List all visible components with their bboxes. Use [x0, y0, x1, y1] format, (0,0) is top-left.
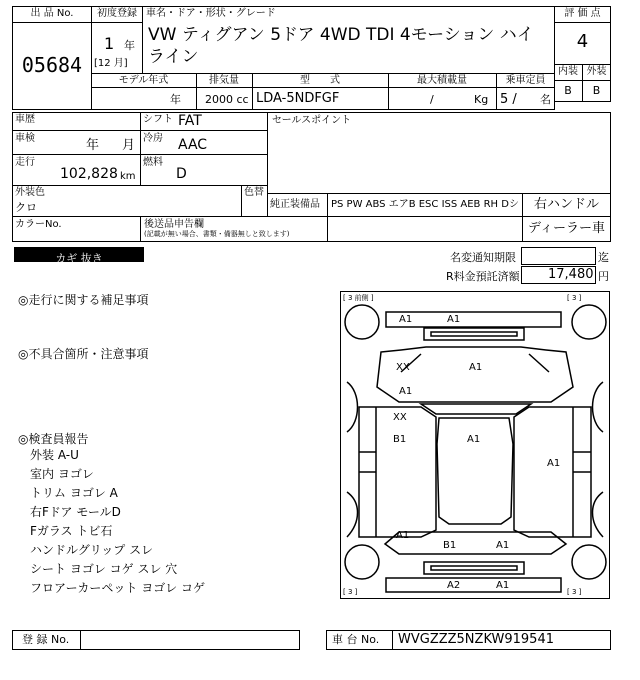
- recycle-unit: 円: [598, 270, 609, 283]
- mark-fender-l-xx: XX: [396, 362, 410, 373]
- defects-heading: ◎不具合箇所・注意事項: [18, 347, 149, 361]
- list-item: Fガラス トビ石: [30, 524, 113, 538]
- ac-value: AAC: [178, 137, 208, 153]
- driving-notes-heading: ◎走行に関する補足事項: [18, 293, 149, 307]
- mileage-label: 走行: [15, 157, 35, 168]
- list-item: 室内 ヨゴレ: [30, 467, 94, 481]
- equipment-value: PS PW ABS エアB ESC ISS AEB RH Dシ: [331, 199, 519, 210]
- capacity-value: 5 /: [500, 92, 517, 107]
- mark-door-l-b1: B1: [393, 434, 407, 445]
- steering-value: 右ハンドル: [533, 197, 599, 212]
- mark-rear-l: A1: [396, 530, 410, 541]
- color-change-label: 色替: [244, 187, 264, 198]
- interior-grade: B: [564, 84, 572, 97]
- mark-trunk-a1: A1: [496, 540, 510, 551]
- car-name-label: 車名・ドア・形状・グレード: [146, 8, 276, 19]
- corner-tr: [ 3 ]: [567, 294, 582, 302]
- mark-front-center: A1: [447, 314, 461, 325]
- windscreen: [421, 404, 531, 414]
- capacity-label: 乗車定員: [505, 75, 546, 86]
- history-label: 車歴: [15, 114, 35, 125]
- wheel-front-left: [345, 305, 379, 339]
- fuel-label: 燃料: [143, 157, 163, 168]
- mark-rear-a2: A2: [447, 580, 461, 591]
- mark-rear-a1: A1: [496, 580, 510, 591]
- inspector-heading: ◎検査員報告: [18, 432, 89, 446]
- inspector-report-list: [30, 446, 205, 598]
- postal-note: (記載が無い場合、書類・備器無しと致します): [144, 230, 290, 238]
- mark-door-l-xx: XX: [393, 412, 407, 423]
- exterior-color-label: 外装色: [15, 187, 45, 198]
- first-reg-year: 1: [104, 34, 115, 53]
- year-unit: 年: [124, 39, 135, 52]
- wheel-rear-right: [572, 545, 606, 579]
- mark-trunk-b1: B1: [443, 540, 457, 551]
- list-item: フロアーカーペット ヨゴレ コゲ: [30, 581, 206, 595]
- shift-value: FAT: [178, 113, 202, 129]
- rear-bumper: [386, 578, 561, 592]
- max-load-slash: /: [430, 93, 434, 106]
- mark-door-r: A1: [547, 458, 561, 469]
- car-name: VW ティグアン 5ドア 4WD TDI 4モーション ハイライン: [148, 25, 534, 67]
- first-reg-month: [12 月]: [94, 58, 128, 69]
- model-year-unit: 年: [170, 93, 181, 106]
- type-label: 型 式: [300, 75, 340, 86]
- recycle-amount: 17,480: [548, 267, 594, 282]
- list-item: シート ヨゴレ コゲ スレ 穴: [30, 562, 178, 576]
- ac-label: 冷房: [143, 133, 163, 144]
- lot-number: 05684: [21, 53, 83, 77]
- dealer-value: ディーラー車: [528, 221, 605, 236]
- inspection-month-unit: 月: [122, 138, 136, 153]
- mark-front-left: A1: [399, 314, 413, 325]
- shift-label: シフト: [143, 114, 173, 125]
- sales-point-label: セールスポイント: [272, 115, 352, 126]
- max-load-unit: Kg: [474, 93, 489, 106]
- chassis-label: 車 台 No.: [332, 633, 380, 646]
- first-reg-label: 初度登録: [97, 8, 137, 19]
- postal-label: 後送品申告欄: [144, 219, 204, 230]
- exterior-label: 外装: [586, 66, 607, 77]
- wheel-rear-left: [345, 545, 379, 579]
- interior-label: 内装: [558, 66, 578, 77]
- inspection-year-unit: 年: [86, 138, 100, 153]
- key-status-label: カギ 抜き: [55, 252, 103, 265]
- score-label: 評 価 点: [564, 8, 601, 19]
- corner-bl: [ 3 ]: [343, 588, 358, 596]
- inspection-label: 車検: [15, 133, 35, 144]
- list-item: トリム ヨゴレ A: [30, 486, 118, 500]
- trunk-outline: [385, 532, 566, 554]
- max-load-label: 最大積載量: [417, 75, 467, 86]
- list-item: 外装 A-U: [30, 448, 79, 462]
- car-diagram: [340, 291, 610, 599]
- key-status-badge: [14, 247, 144, 265]
- mark-hood: A1: [469, 362, 483, 373]
- front-bumper: [386, 312, 561, 327]
- capacity-unit: 名: [540, 93, 551, 106]
- model-year-label: モデル年式: [118, 75, 169, 86]
- lot-label: 出 品 No.: [30, 8, 74, 19]
- fuel-value: D: [176, 166, 187, 182]
- type-value: LDA-5NDFGF: [256, 91, 340, 106]
- registration-label: 登 録 No.: [22, 633, 70, 646]
- equipment-label: 純正装備品: [270, 199, 320, 210]
- name-change-label: 名変通知期限: [450, 251, 516, 264]
- list-item: ハンドルグリップ スレ: [30, 543, 154, 557]
- mark-roof: A1: [467, 434, 481, 445]
- rear-panel: [424, 562, 524, 574]
- mileage-unit: km: [120, 171, 136, 182]
- name-change-box: [521, 247, 596, 265]
- color-no-label: カラーNo.: [15, 219, 62, 230]
- recycle-label: R料金預託済額: [446, 270, 520, 283]
- chassis-number: WVGZZZ5NZKW919541: [398, 632, 554, 647]
- mark-fender-l-a1: A1: [399, 386, 413, 397]
- exterior-color-value: クロ: [15, 201, 37, 214]
- color-box: [12, 185, 268, 217]
- corner-br: [ 3 ]: [567, 588, 582, 596]
- name-change-unit: 迄: [598, 251, 609, 264]
- wheel-front-right: [572, 305, 606, 339]
- exterior-grade: B: [592, 84, 601, 97]
- displacement-value: 2000 cc: [205, 93, 249, 106]
- corner-tl: [ 3 前側 ]: [343, 294, 374, 302]
- list-item: 右Fドア モールD: [30, 505, 121, 519]
- displacement-label: 排気量: [209, 75, 239, 86]
- front-grille: [424, 328, 524, 340]
- score-value: 4: [576, 31, 589, 52]
- mileage-value: 102,828: [60, 166, 118, 182]
